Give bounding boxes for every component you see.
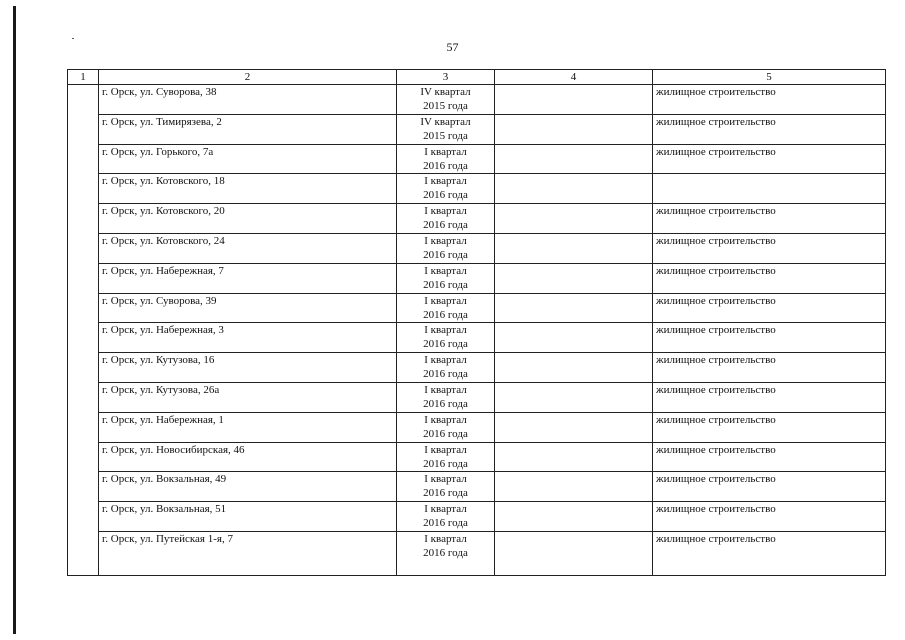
period-quarter: I квартал [424,324,467,337]
period-quarter: IV квартал [420,86,471,98]
purpose-cell: жилищное строительство [653,293,886,323]
table-row [68,233,886,263]
col4-cell [495,353,653,383]
period-year: 2016 года [423,397,468,410]
purpose-cell: жилищное строительство [653,233,886,263]
col4-cell [495,174,653,204]
table-header-row [68,70,886,85]
period-cell [397,531,495,575]
purpose-cell: жилищное строительство [653,382,886,412]
table-body [68,85,886,576]
period-quarter: I квартал [424,532,467,545]
address-cell: г. Орск, ул. Котовского, 18 [99,174,397,204]
purpose-cell: жилищное строительство [653,204,886,234]
table-row [68,472,886,502]
purpose-cell: жилищное строительство [653,114,886,144]
purpose-cell [653,174,886,204]
table-row [68,204,886,234]
period-year: 2016 года [423,457,468,470]
period-cell [397,114,495,144]
header-col-5: 5 [653,70,886,85]
period-year: 2016 года [423,368,468,381]
col4-cell [495,293,653,323]
purpose-cell: жилищное строительство [653,412,886,442]
purpose-cell: жилищное строительство [653,353,886,383]
land-plots-table [67,69,886,576]
address-cell: г. Орск, ул. Котовского, 24 [99,233,397,263]
period-year: 2016 года [423,219,468,232]
table-row [68,382,886,412]
col4-cell [495,382,653,412]
period-cell [397,85,495,115]
table-row [68,353,886,383]
table-row [68,293,886,323]
header-col-1: 1 [68,70,99,85]
period-quarter: I квартал [424,175,467,188]
period-quarter: I квартал [424,413,467,426]
period-quarter: I квартал [424,503,467,516]
address-cell: г. Орск, ул. Новосибирская, 46 [99,442,397,472]
col4-cell [495,531,653,575]
col4-cell [495,114,653,144]
address-cell: г. Орск, ул. Суворова, 38 [99,85,397,115]
period-year: 2016 года [423,338,468,351]
purpose-cell: жилищное строительство [653,263,886,293]
col4-cell [495,412,653,442]
header-col-4: 4 [495,70,653,85]
table-row [68,174,886,204]
address-cell: г. Орск, ул. Тимирязева, 2 [99,114,397,144]
period-cell [397,174,495,204]
period-quarter: IV квартал [420,115,471,128]
col4-cell [495,323,653,353]
period-cell [397,323,495,353]
address-cell: г. Орск, ул. Вокзальная, 51 [99,502,397,532]
purpose-cell: жилищное строительство [653,502,886,532]
period-year: 2015 года [423,100,468,112]
period-cell [397,502,495,532]
period-quarter: I квартал [424,443,467,456]
period-year: 2016 года [423,159,468,172]
address-cell: г. Орск, ул. Путейская 1-я, 7 [99,531,397,575]
table-row [68,442,886,472]
period-quarter: I квартал [424,145,467,158]
table-row [68,502,886,532]
period-quarter: I квартал [424,234,467,247]
period-cell [397,472,495,502]
period-cell [397,412,495,442]
table-row [68,85,886,115]
col4-cell [495,472,653,502]
period-cell [397,204,495,234]
header-col-3: 3 [397,70,495,85]
period-quarter: I квартал [424,264,467,277]
col4-cell [495,263,653,293]
purpose-cell: жилищное строительство [653,472,886,502]
period-cell [397,144,495,174]
period-year: 2015 года [423,129,468,142]
purpose-cell: жилищное строительство [653,531,886,575]
period-year: 2016 года [423,487,468,500]
col4-cell [495,204,653,234]
table-row [68,144,886,174]
address-cell: г. Орск, ул. Набережная, 3 [99,323,397,353]
period-quarter: I квартал [424,354,467,367]
period-cell [397,263,495,293]
address-cell: г. Орск, ул. Котовского, 20 [99,204,397,234]
address-cell: г. Орск, ул. Суворова, 39 [99,293,397,323]
col4-cell [495,442,653,472]
address-cell: г. Орск, ул. Горького, 7а [99,144,397,174]
table-row [68,412,886,442]
scan-edge-bar [13,6,16,634]
table-row [68,531,886,575]
address-cell: г. Орск, ул. Набережная, 7 [99,263,397,293]
period-cell [397,353,495,383]
purpose-cell: жилищное строительство [653,85,886,115]
table-row [68,114,886,144]
period-year: 2016 года [423,517,468,530]
address-cell: г. Орск, ул. Вокзальная, 49 [99,472,397,502]
scan-speck [72,38,74,39]
col4-cell [495,85,653,115]
table-row [68,263,886,293]
address-cell: г. Орск, ул. Кутузова, 26а [99,382,397,412]
period-cell [397,293,495,323]
purpose-cell: жилищное строительство [653,323,886,353]
period-quarter: I квартал [424,294,467,307]
col4-cell [495,233,653,263]
page-number: 57 [446,40,459,54]
period-year: 2016 года [423,248,468,261]
header-col-2: 2 [99,70,397,85]
period-cell [397,382,495,412]
col4-cell [495,144,653,174]
period-year: 2016 года [423,427,468,440]
period-quarter: I квартал [424,205,467,218]
period-cell [397,233,495,263]
purpose-cell: жилищное строительство [653,144,886,174]
period-quarter: I квартал [424,383,467,396]
purpose-cell: жилищное строительство [653,442,886,472]
period-cell [397,442,495,472]
period-year: 2016 года [423,308,468,321]
col4-cell [495,502,653,532]
period-year: 2016 года [423,278,468,291]
period-year: 2016 года [423,546,468,559]
address-cell: г. Орск, ул. Набережная, 1 [99,412,397,442]
table-row [68,323,886,353]
period-year: 2016 года [423,189,468,202]
period-quarter: I квартал [424,473,467,486]
merged-number-cell [68,85,99,576]
address-cell: г. Орск, ул. Кутузова, 16 [99,353,397,383]
